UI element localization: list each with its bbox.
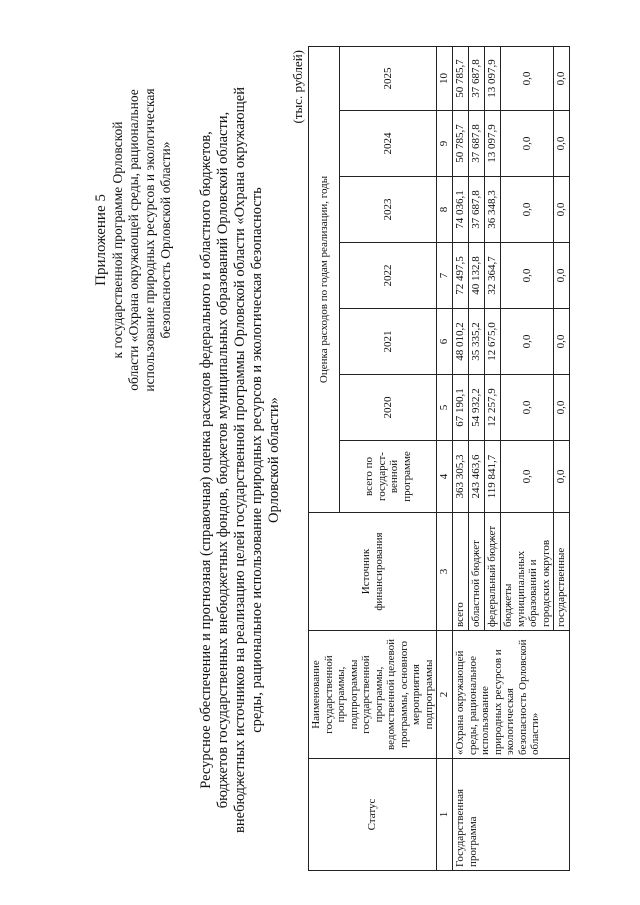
source-cell: областной бюджет xyxy=(469,513,485,631)
value-cell: 37 687,8 xyxy=(469,111,485,177)
value-cell: 0,0 xyxy=(554,309,570,375)
value-cell: 363 305,3 xyxy=(453,441,469,513)
column-number: 8 xyxy=(437,177,453,243)
value-cell: 243 463,6 xyxy=(469,441,485,513)
header-year: 2024 xyxy=(340,111,437,177)
table-row xyxy=(453,46,469,870)
title-line: среды, рациональное использование природных ресурсов и экологическая безопасность xyxy=(249,187,265,733)
value-cell: 119 841,7 xyxy=(485,441,501,513)
title-line: Ресурсное обеспечение и прогнозная (справочная) оценка расходов федерального и областного бюджетов, xyxy=(198,131,214,789)
column-number: 6 xyxy=(437,309,453,375)
value-cell: 54 932,2 xyxy=(469,375,485,441)
value-cell: 0,0 xyxy=(554,375,570,441)
appendix-line: области «Охрана окружающей среды, рациональное xyxy=(126,89,141,391)
column-number: 4 xyxy=(437,441,453,513)
value-cell: 0,0 xyxy=(554,46,570,110)
column-number: 7 xyxy=(437,243,453,309)
appendix-line: безопасность Орловской области» xyxy=(158,141,173,339)
unit-label: (тыс. рублей) xyxy=(290,50,305,124)
value-cell: 32 364,7 xyxy=(485,243,501,309)
title-line: Орловской области» xyxy=(266,397,282,523)
value-cell: 40 132,8 xyxy=(469,243,485,309)
value-cell: 67 190,1 xyxy=(453,375,469,441)
header-year: 2023 xyxy=(340,177,437,243)
header-program-name: Наименование государственной программы, подпрограммы государственной программы, ведомственной целевой программы, основного мероприятия подпрограммы xyxy=(309,631,437,759)
value-cell: 0,0 xyxy=(501,243,554,309)
value-cell: 12 257,9 xyxy=(485,375,501,441)
source-cell: федеральный бюджет xyxy=(485,513,501,631)
value-cell: 0,0 xyxy=(501,177,554,243)
value-cell: 0,0 xyxy=(554,111,570,177)
value-cell: 36 348,3 xyxy=(485,177,501,243)
header-total: всего по государст-венной программе xyxy=(340,441,437,513)
source-cell: всего xyxy=(453,513,469,631)
header-year: 2022 xyxy=(340,243,437,309)
value-cell: 50 785,7 xyxy=(453,111,469,177)
header-source: Источник финансирования xyxy=(309,513,437,631)
value-cell: 13 097,9 xyxy=(485,111,501,177)
value-cell: 0,0 xyxy=(554,243,570,309)
value-cell: 37 687,8 xyxy=(469,46,485,110)
header-estimate: Оценка расходов по годам реализации, годы xyxy=(309,46,340,512)
value-cell: 0,0 xyxy=(501,46,554,110)
value-cell: 0,0 xyxy=(501,441,554,513)
header-status: Статус xyxy=(309,759,437,871)
header-year: 2021 xyxy=(340,309,437,375)
header-year: 2020 xyxy=(340,375,437,441)
value-cell: 0,0 xyxy=(554,177,570,243)
status-cell: Государственная программа xyxy=(453,759,570,871)
value-cell: 0,0 xyxy=(554,441,570,513)
column-number: 9 xyxy=(437,111,453,177)
header-year: 2025 xyxy=(340,46,437,110)
title-line: внебюджетных источников на реализацию целей государственной программы Орловской области «Охрана окружающей xyxy=(232,87,248,833)
source-cell: государственные xyxy=(554,513,570,631)
document-title xyxy=(198,45,283,875)
value-cell: 0,0 xyxy=(501,375,554,441)
value-cell: 74 036,1 xyxy=(453,177,469,243)
column-number: 5 xyxy=(437,375,453,441)
column-number: 3 xyxy=(437,513,453,631)
column-number: 10 xyxy=(437,46,453,110)
value-cell: 12 675,0 xyxy=(485,309,501,375)
appendix-heading: Приложение 5 xyxy=(93,194,109,286)
column-number: 2 xyxy=(437,631,453,759)
column-number: 1 xyxy=(437,759,453,871)
budget-table xyxy=(308,46,570,871)
value-cell: 48 010,2 xyxy=(453,309,469,375)
value-cell: 13 097,9 xyxy=(485,46,501,110)
source-cell: бюджеты муниципальных образований и городских округов xyxy=(501,513,554,631)
title-line: бюджетов государственных внебюджетных фондов, бюджетов муниципальных образований Орловской области, xyxy=(215,111,231,809)
program-name-cell: «Охрана окружающей среды, рациональное использование природных ресурсов и экологическая безопасность Орловской области» xyxy=(453,631,570,759)
value-cell: 0,0 xyxy=(501,111,554,177)
appendix-line: к государственной программе Орловской xyxy=(110,121,125,359)
value-cell: 35 335,2 xyxy=(469,309,485,375)
value-cell: 72 497,5 xyxy=(453,243,469,309)
value-cell: 50 785,7 xyxy=(453,46,469,110)
appendix-line: использование природных ресурсов и экологическая xyxy=(142,88,157,392)
appendix-block xyxy=(92,30,174,450)
value-cell: 37 687,8 xyxy=(469,177,485,243)
value-cell: 0,0 xyxy=(501,309,554,375)
